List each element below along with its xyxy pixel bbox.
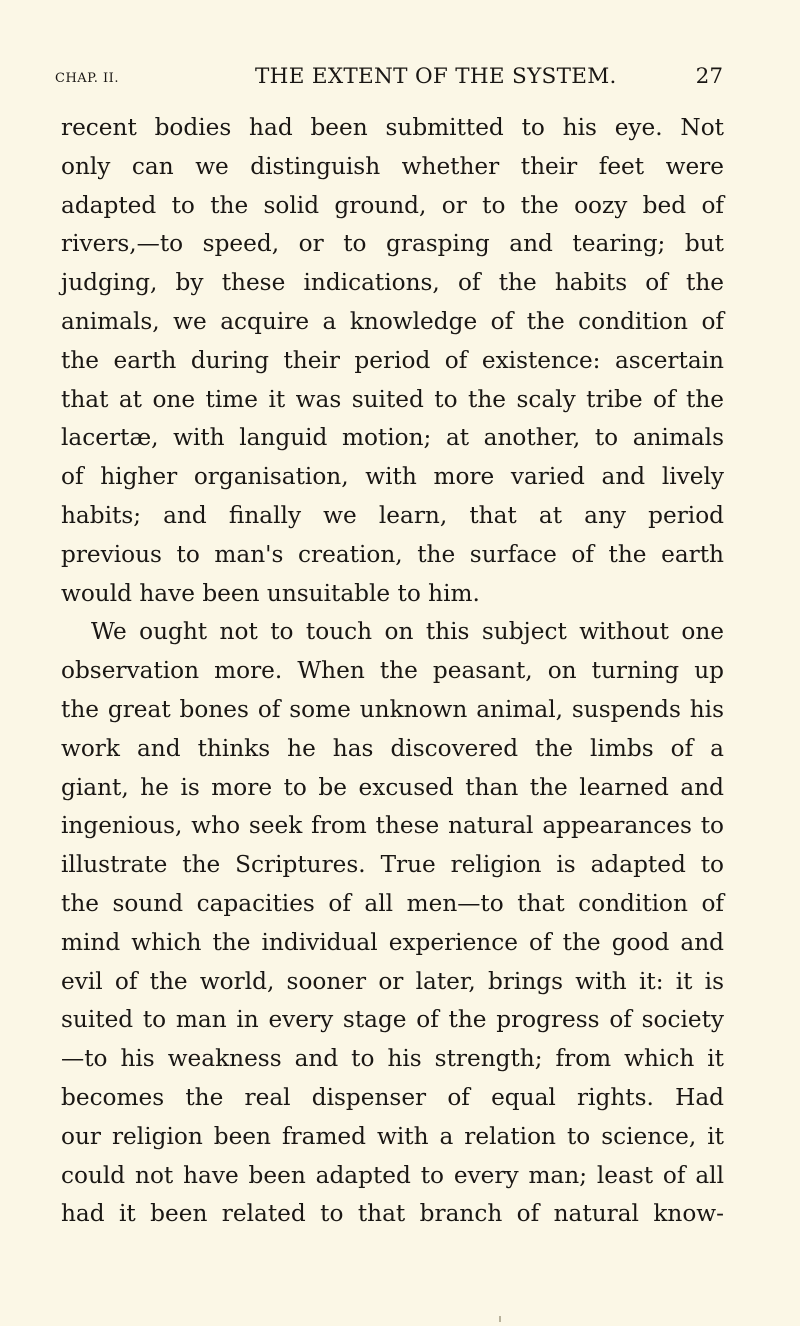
chapter-label: CHAP. II.	[55, 71, 119, 86]
text-line: the earth during their period of existence: ascertain	[61, 346, 724, 374]
text-line: —to his weakness and to his strength; from which it	[61, 1045, 724, 1073]
running-title: THE EXTENT OF THE SYSTEM.	[255, 64, 617, 89]
text-line: evil of the world, sooner or later, brings with it: it is	[61, 967, 724, 995]
text-line: previous to man's creation, the surface of the earth	[61, 540, 724, 568]
text-line: animals, we acquire a knowledge of the condition of	[61, 307, 724, 335]
text-line: had it been related to that branch of natural know-	[61, 1200, 724, 1228]
text-line: the great bones of some unknown animal, suspends his	[61, 695, 724, 723]
running-header	[55, 62, 723, 92]
text-line: our religion been framed with a relation to science, it	[61, 1122, 724, 1150]
text-line: becomes the real dispenser of equal rights. Had	[61, 1083, 724, 1111]
text-line: observation more. When the peasant, on turning up	[61, 657, 724, 685]
paragraph-end-line: would have been unsuitable to him.	[61, 579, 480, 607]
page-number: 27	[695, 64, 723, 89]
text-line: mind which the individual experience of the good and	[61, 928, 724, 956]
paragraph-start-line: We ought not to touch on this subject without one	[91, 618, 724, 646]
text-line: lacertæ, with languid motion; at another, to animals	[61, 424, 724, 452]
body-text	[61, 109, 724, 1234]
text-line: only can we distinguish whether their feet were	[61, 152, 724, 180]
paper-speck	[499, 1316, 501, 1322]
text-line: illustrate the Scriptures. True religion is adapted to	[61, 851, 724, 879]
text-line: ingenious, who seek from these natural appearances to	[61, 812, 724, 840]
text-line: giant, he is more to be excused than the learned and	[61, 773, 724, 801]
text-line: could not have been adapted to every man; least of all	[61, 1161, 724, 1189]
text-line: adapted to the solid ground, or to the oozy bed of	[61, 191, 724, 219]
text-line: habits; and finally we learn, that at any period	[61, 501, 724, 529]
text-line: rivers,—to speed, or to grasping and tearing; but	[61, 230, 724, 258]
text-line: of higher organisation, with more varied and lively	[61, 463, 724, 491]
text-line: the sound capacities of all men—to that condition of	[61, 889, 724, 917]
text-line: judging, by these indications, of the habits of the	[61, 269, 724, 297]
text-line: work and thinks he has discovered the limbs of a	[61, 734, 724, 762]
text-line: suited to man in every stage of the progress of society	[61, 1006, 724, 1034]
text-line: that at one time it was suited to the scaly tribe of the	[61, 385, 724, 413]
text-line: recent bodies had been submitted to his eye. Not	[61, 114, 724, 141]
